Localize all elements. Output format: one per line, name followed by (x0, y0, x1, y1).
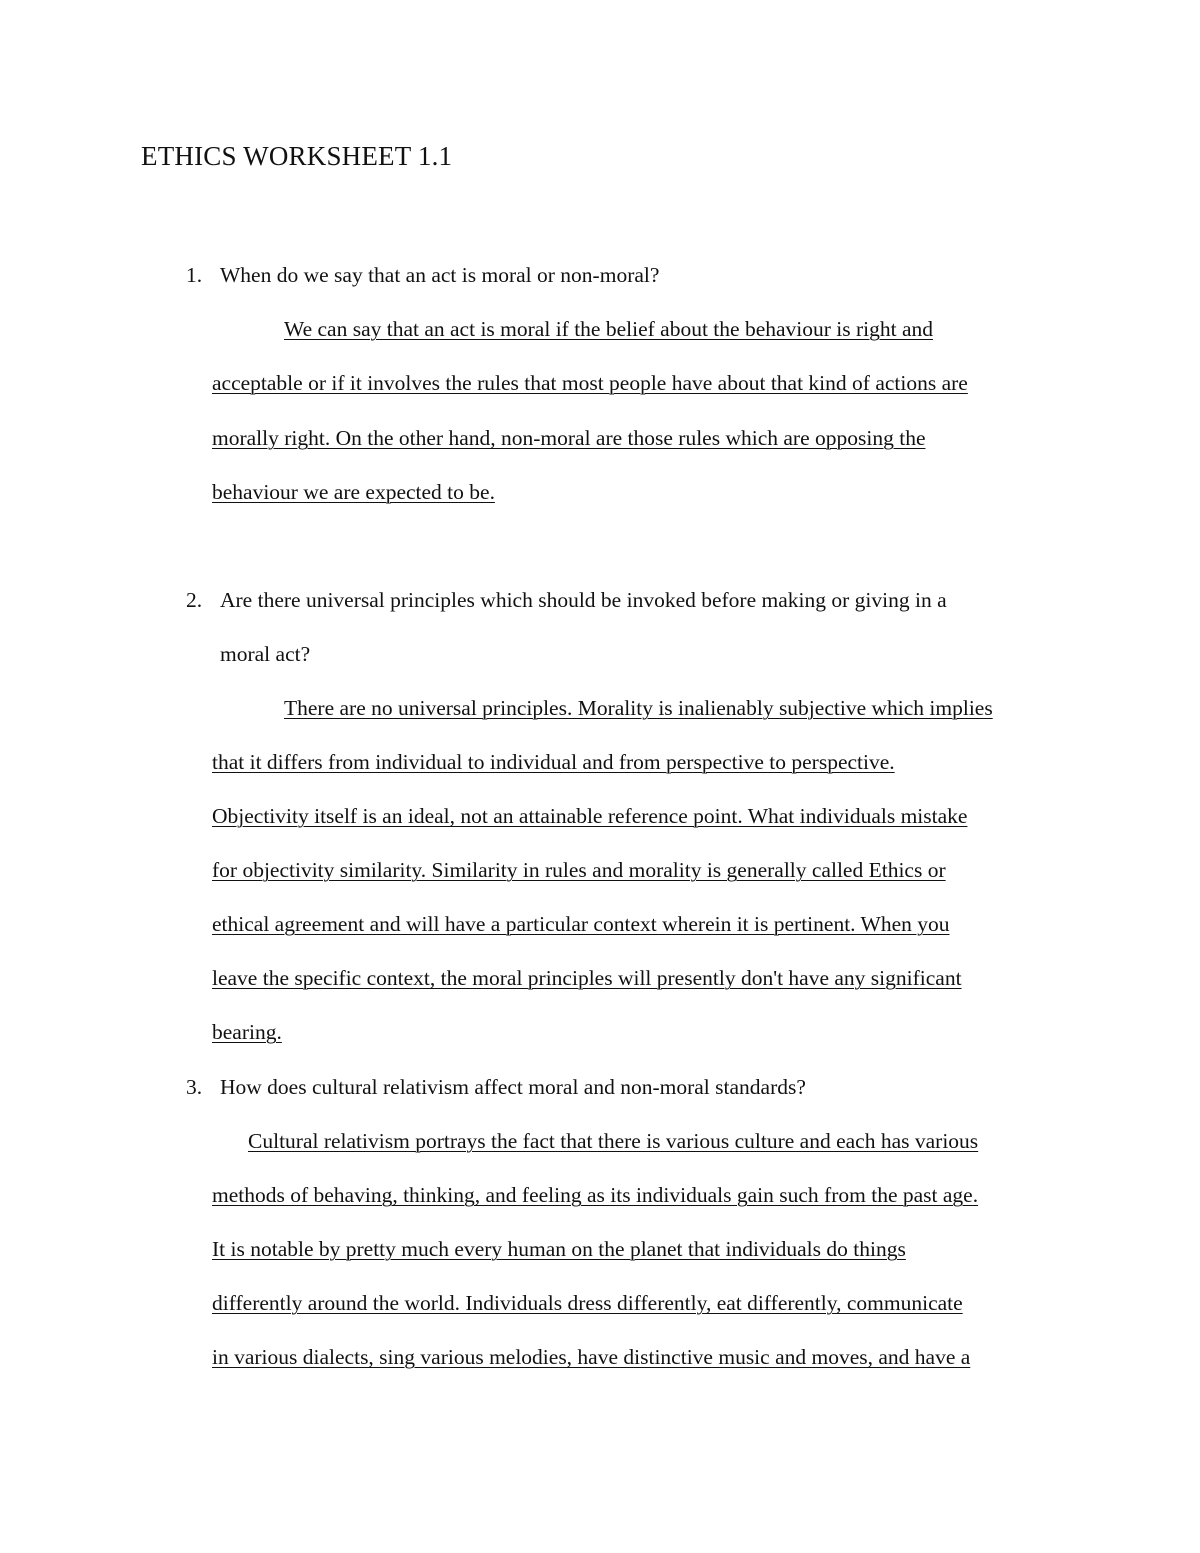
answer-2-line-3: Objectivity itself is an ideal, not an attainable reference point. What individuals mistake (212, 804, 968, 828)
question-1-number: 1. (186, 263, 203, 287)
answer-2-line-4: for objectivity similarity. Similarity in rules and morality is generally called Ethics or (212, 858, 946, 882)
question-3-text: How does cultural relativism affect moral and non-moral standards? (220, 1075, 806, 1099)
answer-1-line-2: acceptable or if it involves the rules that most people have about that kind of actions are (212, 371, 968, 395)
answer-2-line-1: There are no universal principles. Morality is inalienably subjective which implies (284, 696, 993, 720)
answer-3-line-3: It is notable by pretty much every human on the planet that individuals do things (212, 1237, 906, 1261)
answer-3-line-2: methods of behaving, thinking, and feeling as its individuals gain such from the past age. (212, 1183, 979, 1207)
answer-1-line-1: We can say that an act is moral if the belief about the behaviour is right and (284, 317, 934, 341)
answer-2-line-2: that it differs from individual to individual and from perspective to perspective. (212, 750, 895, 774)
question-2-text-line-1: Are there universal principles which should be invoked before making or giving in a (220, 588, 947, 612)
page-title: ETHICS WORKSHEET 1.1 (141, 141, 453, 171)
answer-3-line-4: differently around the world. Individuals dress differently, eat differently, communicate (212, 1291, 963, 1315)
answer-2-line-7: bearing. (212, 1020, 282, 1044)
answer-2-line-6: leave the specific context, the moral principles will presently don't have any significant (212, 966, 962, 990)
question-1-text: When do we say that an act is moral or non-moral? (220, 263, 660, 287)
answer-1-line-4: behaviour we are expected to be. (212, 480, 495, 504)
answer-3-line-1: Cultural relativism portrays the fact that there is various culture and each has various (248, 1129, 979, 1153)
answer-1-line-3: morally right. On the other hand, non-moral are those rules which are opposing the (212, 426, 926, 450)
question-3-number: 3. (186, 1075, 203, 1099)
question-2-number: 2. (186, 588, 203, 612)
answer-2-line-5: ethical agreement and will have a particular context wherein it is pertinent. When you (212, 912, 950, 936)
question-2-text-line-2: moral act? (220, 642, 311, 666)
answer-3-line-5: in various dialects, sing various melodies, have distinctive music and moves, and have a (212, 1345, 971, 1369)
